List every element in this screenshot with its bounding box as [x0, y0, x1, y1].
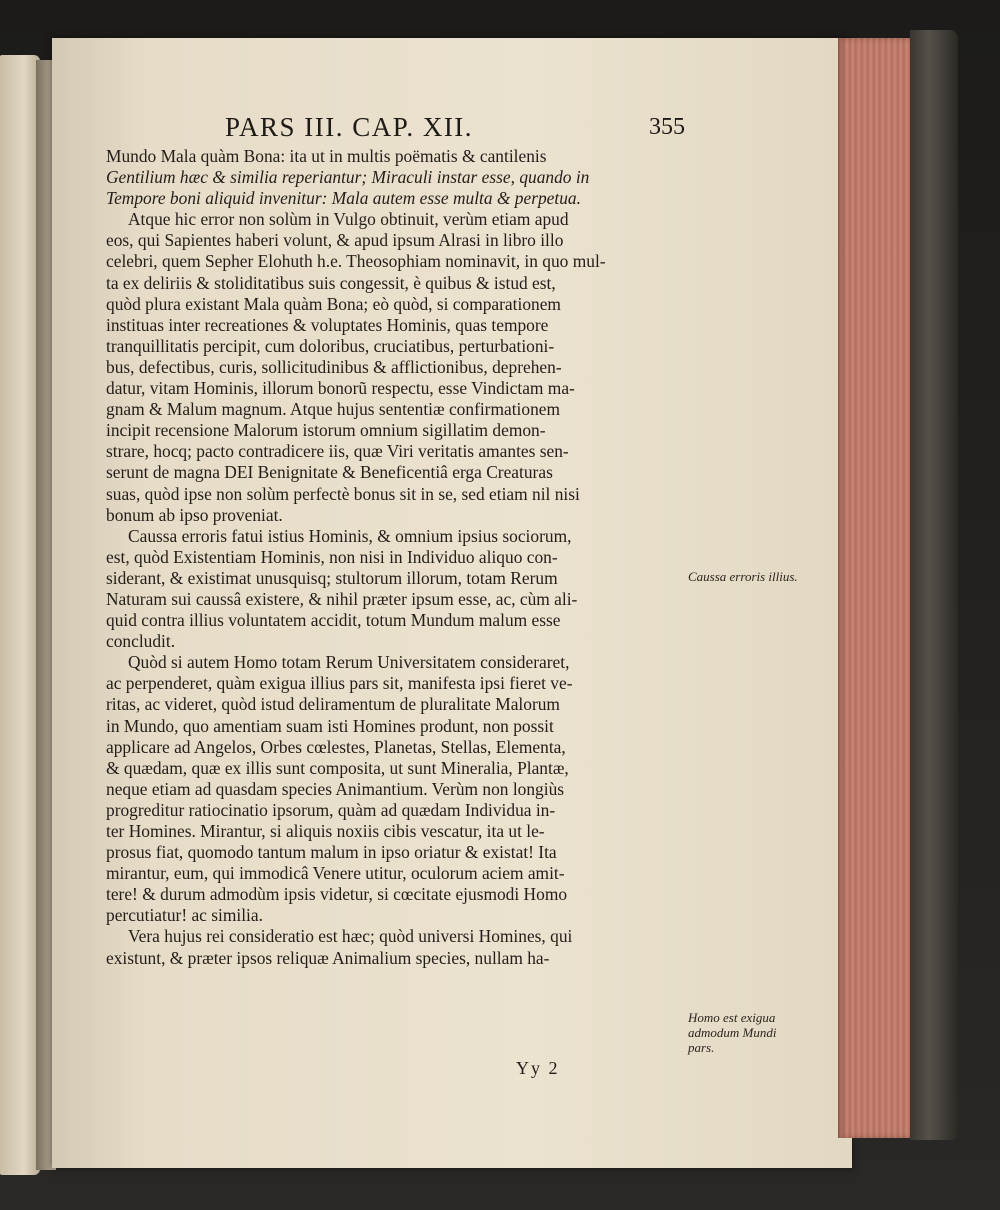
- text-line: Caussa erroris fatui istius Hominis, & omnium ipsius sociorum,: [128, 525, 572, 546]
- text-line: celebri, quem Sepher Elohuth h.e. Theosophiam nominavit, in quo mul-: [106, 251, 606, 272]
- text-line: prosus fiat, quomodo tantum malum in ipso oriatur & existat! Ita: [106, 842, 557, 863]
- text-line: tere! & durum admodùm ipsis videtur, si cœcitate ejusmodi Homo: [106, 884, 568, 905]
- text-line: neque etiam ad quasdam species Animantium. Verùm non longiùs: [106, 778, 565, 799]
- text-line: progreditur ratiocinatio ipsorum, quàm ad quædam Individua in-: [106, 799, 556, 820]
- text-line: gnam & Malum magnum. Atque hujus sententiæ confirmationem: [106, 399, 561, 420]
- page-number: 355: [649, 114, 685, 140]
- text-line: tranquillitatis percipit, cum doloribus, cruciatibus, perturbationi-: [106, 335, 555, 356]
- left-page-edge: [0, 55, 40, 1175]
- text-line: in Mundo, quo amentiam suam isti Homines produnt, non possit: [106, 715, 554, 736]
- text-line: ritas, ac videret, quòd istud deliramentum de pluralitate Malorum: [106, 694, 560, 715]
- text-line: Gentilium hæc & similia reperiantur; Miraculi instar esse, quando in: [106, 167, 590, 188]
- catchword: Yy 2: [516, 1058, 560, 1078]
- text-line: mirantur, eum, qui immodicâ Venere utitur, oculorum aciem amit-: [106, 863, 565, 884]
- text-line: ter Homines. Mirantur, si aliquis noxiis cibis vescatur, ita ut le-: [106, 821, 545, 841]
- text-line: datur, vitam Hominis, illorum bonorũ respectu, esse Vindictam ma-: [106, 378, 575, 399]
- text-line: eos, qui Sapientes haberi volunt, & apud ipsum Alrasi in libro illo: [106, 230, 564, 251]
- body-text: [106, 146, 686, 969]
- text-line: est, quòd Existentiam Hominis, non nisi in Individuo aliquo con-: [106, 546, 558, 567]
- text-line: suas, quòd ipse non solùm perfectè bonus sit in se, sed etiam nil nisi: [106, 483, 580, 504]
- text-line: bus, defectibus, curis, sollicitudinibus & afflictionibus, deprehen-: [106, 356, 562, 377]
- text-line: bonum ab ipso proveniat.: [106, 504, 283, 525]
- text-line: Tempore boni aliquid invenitur: Mala autem esse multa & perpetua.: [106, 188, 581, 209]
- text-line: quid contra illius voluntatem accidit, totum Mundum malum esse: [106, 610, 561, 631]
- text-line: Vera hujus rei consideratio est hæc; quòd universi Homines, qui: [128, 926, 573, 947]
- text-line: & quædam, quæ ex illis sunt composita, ut sunt Mineralia, Plantæ,: [106, 757, 569, 778]
- text-line: quòd plura existant Mala quàm Bona; eò quòd, si comparationem: [106, 293, 561, 314]
- text-line: siderant, & existimat unusquisq; stultorum illorum, totam Rerum: [106, 567, 558, 588]
- text-line: ac perpenderet, quàm exigua illius pars sit, manifesta ipsi fieret ve-: [106, 673, 573, 694]
- book-cover: [910, 30, 958, 1140]
- text-line: strare, hocq; pacto contradicere iis, quæ Viri veritatis amantes sen-: [106, 441, 569, 462]
- margin-note: Caussa erroris illius.: [688, 569, 798, 584]
- text-line: existunt, & præter ipsos reliquæ Animalium species, nullam ha-: [106, 947, 550, 968]
- text-line: Mundo Mala quàm Bona: ita ut in multis poëmatis & cantilenis: [106, 146, 547, 166]
- page-fore-edge: [838, 38, 918, 1138]
- text-line: Naturam sui caussâ existere, & nihil præter ipsum esse, ac, cùm ali-: [106, 588, 578, 609]
- text-line: Atque hic error non solùm in Vulgo obtinuit, verùm etiam apud: [128, 209, 569, 230]
- text-line: percutiatur! ac similia.: [106, 905, 263, 926]
- text-line: serunt de magna DEI Benignitate & Beneficentiâ erga Creaturas: [106, 462, 553, 483]
- running-head: PARS III. CAP. XII.: [225, 112, 474, 142]
- page-header: [225, 112, 685, 148]
- text-line: Quòd si autem Homo totam Rerum Universitatem consideraret,: [128, 652, 570, 673]
- text-line: applicare ad Angelos, Orbes cœlestes, Planetas, Stellas, Elementa,: [106, 736, 566, 757]
- text-line: concludit.: [106, 631, 176, 652]
- text-line: incipit recensione Malorum istorum omnium sigillatim demon-: [106, 420, 546, 441]
- margin-note: Homo est exigua admodum Mundi pars.: [688, 1010, 777, 1055]
- text-line: ta ex deliriis & stoliditatibus suis congessit, è quibus & istud est,: [106, 272, 556, 293]
- text-line: instituas inter recreationes & voluptates Hominis, quas tempore: [106, 314, 549, 335]
